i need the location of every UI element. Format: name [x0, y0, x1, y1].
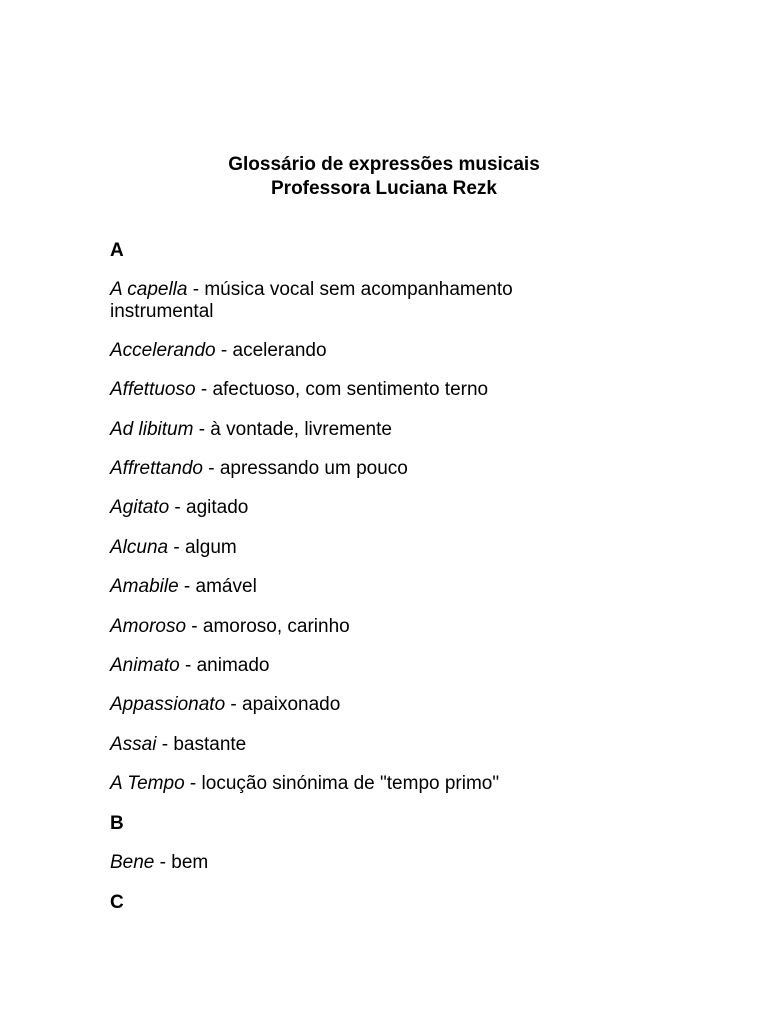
entry-definition: - locução sinónima de "tempo primo"	[184, 773, 500, 794]
glossary-entry	[110, 279, 580, 323]
entry-definition: - animado	[179, 655, 270, 676]
section-letter-b: B	[110, 813, 124, 834]
entry-term: Ad libitum	[110, 419, 194, 440]
entry-term: A capella	[110, 279, 188, 300]
glossary-entry	[110, 734, 580, 756]
entry-term: Assai	[110, 734, 157, 755]
glossary-entry	[110, 379, 580, 401]
entry-definition: - música vocal sem acompanhamento instrumental	[110, 279, 513, 322]
glossary-entry	[110, 616, 580, 638]
entry-definition: - bastante	[156, 734, 247, 755]
entry-term: Amabile	[110, 576, 179, 597]
glossary-entry	[110, 576, 580, 598]
glossary-entry	[110, 340, 580, 362]
entry-term: Alcuna	[110, 537, 169, 558]
entry-definition: - amoroso, carinho	[186, 616, 350, 637]
entry-definition: - apaixonado	[225, 694, 341, 715]
entry-definition: - algum	[168, 537, 237, 558]
glossary-entry	[110, 852, 580, 874]
entry-term: Bene	[110, 852, 155, 873]
entry-term: Appassionato	[110, 694, 226, 715]
glossary-entry	[110, 694, 580, 716]
glossary-entry	[110, 497, 580, 519]
entry-definition: - bem	[154, 852, 209, 873]
glossary-entry	[110, 773, 580, 795]
document-subtitle: Professora Luciana Rezk	[271, 178, 497, 199]
entry-term: Affettuoso	[110, 379, 196, 400]
entry-term: Amoroso	[110, 616, 187, 637]
entry-definition: - apressando um pouco	[202, 458, 408, 479]
entry-term: A Tempo	[110, 773, 185, 794]
entry-term: Accelerando	[110, 340, 216, 361]
section-letter-c: C	[110, 892, 124, 913]
glossary-entry	[110, 458, 580, 480]
entry-definition: - agitado	[169, 497, 249, 518]
glossary-entry	[110, 419, 580, 441]
entry-definition: - amável	[178, 576, 257, 597]
entry-definition: - afectuoso, com sentimento terno	[195, 379, 489, 400]
document-title: Glossário de expressões musicais	[228, 154, 540, 175]
entry-term: Affrettando	[110, 458, 203, 479]
entry-term: Animato	[110, 655, 180, 676]
section-letter-a: A	[110, 240, 124, 261]
glossary-entry	[110, 537, 580, 559]
entry-definition: - à vontade, livremente	[193, 419, 392, 440]
entry-term: Agitato	[110, 497, 170, 518]
glossary-entry	[110, 655, 580, 677]
entry-definition: - acelerando	[215, 340, 327, 361]
